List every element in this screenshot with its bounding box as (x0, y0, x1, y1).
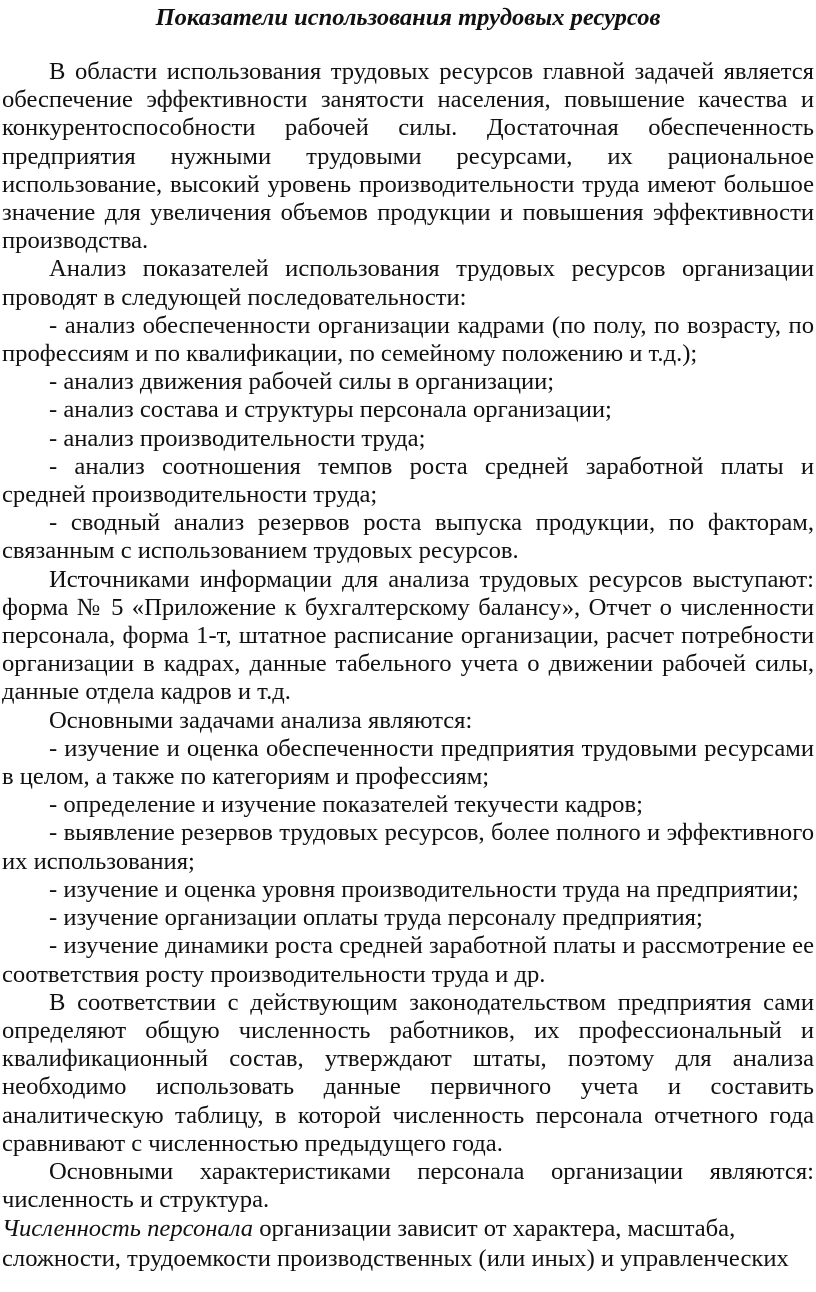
list-item: - изучение организации оплаты труда персоналу предприятия; (49, 904, 703, 932)
list-item: - изучение и оценка обеспеченности предприятия трудовыми ресурсами в целом, а также по категориям и профессиям; (2, 734, 814, 791)
document-page (2, 4, 814, 1274)
paragraph: В соответствии с действующим законодательством предприятия сами определяют общую численность работников, их профессиональный и квалификационный состав, утверждают штаты, поэтому для анализа необходимо использовать данные первичного учета и составить аналитическую таблицу, в которой численность персонала отчетного года сравнивают с численностью предыдущего года. (2, 988, 814, 1157)
document-title: Показатели использования трудовых ресурсов (155, 4, 661, 31)
list-item: - выявление резервов трудовых ресурсов, более полного и эффективного их использования; (2, 819, 814, 875)
list-item: - изучение и оценка уровня производительности труда на предприятии; (49, 875, 799, 903)
paragraph: Источниками информации для анализа трудовых ресурсов выступают: форма № 5 «Приложение к бухгалтерскому балансу», Отчет о численности персонала, форма 1-т, штатное расписание организации, расчет потребности организации в кадрах, данные табельного учета о движении рабочей силы, данные отдела кадров и т.д. (2, 565, 814, 706)
paragraph: Основными характеристиками персонала организации являются: численность и структура. (2, 1157, 814, 1214)
paragraph: Анализ показателей использования трудовых ресурсов организации проводят в следующей последовательности: (2, 255, 814, 311)
emphasis-term: Численность персонала (2, 1215, 254, 1243)
list-item: - анализ состава и структуры персонала организации; (49, 396, 612, 424)
paragraph: В области использования трудовых ресурсов главной задачей является обеспечение эффективности занятости населения, повышение качества и конкурентоспособности рабочей силы. Достаточная обеспеченность предприятия нужными трудовыми ресурсами, их рациональное использование, высокий уровень производительности труда имеют большое значение для увеличения объемов продукции и повышения эффективности производства. (2, 58, 814, 255)
tail-paragraph (2, 1214, 814, 1274)
list-item: - анализ движения рабочей силы в организации; (49, 368, 555, 396)
list-item: - определение и изучение показателей текучести кадров; (49, 791, 643, 819)
list-item: - сводный анализ резервов роста выпуска продукции, по факторам, связанным с использованием трудовых ресурсов. (2, 509, 814, 565)
tail-text: организации зависит от характера, масштаба, сложности, трудоемкости производственных (или иных) и управленческих (2, 1215, 789, 1273)
list-item: - анализ производительности труда; (49, 424, 426, 452)
paragraph: Основными задачами анализа являются: (49, 706, 473, 734)
list-item: - анализ обеспеченности организации кадрами (по полу, по возрасту, по профессиям и по квалификации, по семейному положению и т.д.); (2, 311, 814, 368)
list-item: - анализ соотношения темпов роста средней заработной платы и средней производительности труда; (2, 452, 814, 509)
list-item: - изучение динамики роста средней заработной платы и рассмотрение ее соответствия росту производительности труда и др. (2, 932, 814, 988)
